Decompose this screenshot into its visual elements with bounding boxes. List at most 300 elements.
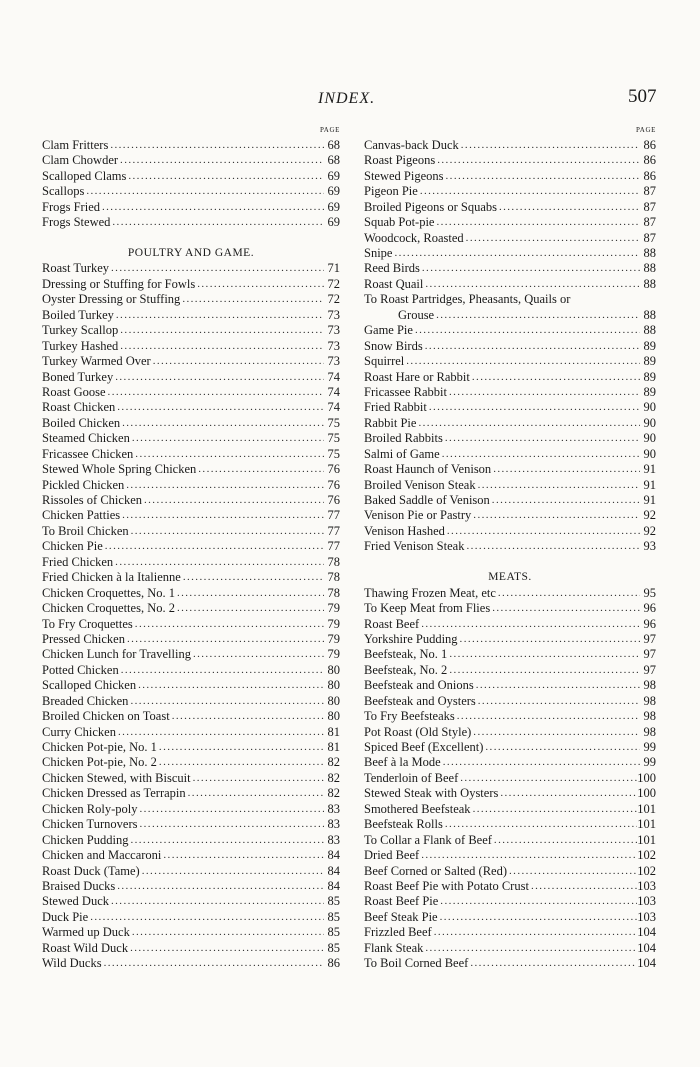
entry-page: 99 [643, 755, 656, 770]
entry-label: Boiled Turkey [42, 307, 114, 322]
entry-label: To Fry Croquettes [42, 616, 133, 631]
index-entry [42, 153, 340, 168]
leader-dots [195, 277, 324, 292]
entry-label: Chicken Pie [42, 539, 103, 554]
entry-page: 77 [327, 508, 340, 523]
entry-page: 98 [643, 678, 656, 693]
index-entry [364, 941, 656, 956]
entry-page: 89 [643, 338, 656, 353]
leader-dots [119, 663, 324, 678]
leader-dots [115, 400, 324, 415]
index-entry [42, 725, 340, 740]
leader-dots [497, 200, 640, 215]
leader-dots [471, 725, 640, 740]
entry-page: 72 [327, 292, 340, 307]
leader-dots [434, 215, 640, 230]
leader-dots [118, 323, 324, 338]
entries-poultry [42, 262, 340, 972]
index-entry [42, 200, 340, 215]
entry-page: 91 [643, 462, 656, 477]
index-entry [364, 802, 656, 817]
entry-label: Turkey Hashed [42, 338, 119, 353]
leader-dots [443, 817, 637, 832]
entry-label: Roast Beef Pie [364, 894, 439, 909]
entry-label: Rabbit Pie [364, 415, 417, 430]
index-entry [364, 678, 656, 693]
leader-dots [109, 261, 324, 276]
entry-label: Yorkshire Pudding [364, 631, 458, 646]
entry-label: Duck Pie [42, 909, 89, 924]
entry-label: To Keep Meat from Flies [364, 601, 491, 616]
entry-page: 96 [643, 601, 656, 616]
entry-label: Roast Duck (Tame) [42, 863, 140, 878]
entry-page: 71 [327, 261, 340, 276]
entries-meats [364, 586, 656, 972]
index-entry [42, 709, 340, 724]
leader-dots [100, 200, 324, 215]
entry-page: 89 [643, 369, 656, 384]
leader-dots [404, 354, 640, 369]
index-entry [364, 786, 656, 801]
leader-dots [416, 416, 640, 431]
leader-dots [109, 894, 324, 909]
entry-page: 82 [327, 755, 340, 770]
entry-label: Beefsteak Rolls [364, 817, 443, 832]
entry-label: Frogs Fried [42, 199, 100, 214]
leader-dots [435, 153, 640, 168]
entry-page: 83 [327, 801, 340, 816]
entry-page: 87 [643, 215, 656, 230]
entry-label: Breaded Chicken [42, 693, 129, 708]
index-entry [364, 370, 656, 385]
index-entry [364, 308, 656, 323]
index-entry [42, 354, 340, 369]
entry-label: Stewed Whole Spring Chicken [42, 462, 197, 477]
entry-label: Stewed Duck [42, 894, 109, 909]
entry-label: To Roast Partridges, Pheasants, Quails or [364, 292, 571, 307]
index-entry [364, 725, 656, 740]
index-entry [42, 431, 340, 446]
entry-label: Roast Chicken [42, 400, 116, 415]
entry-page: 85 [327, 925, 340, 940]
entry-page: 88 [643, 323, 656, 338]
entry-label: Boned Turkey [42, 369, 114, 384]
entry-label: Scallops [42, 184, 85, 199]
index-entry [364, 231, 656, 246]
entry-label: Roast Turkey [42, 261, 110, 276]
entry-label: Dressing or Stuffing for Fowls [42, 276, 196, 291]
index-entry [42, 910, 340, 925]
entry-page: 78 [327, 585, 340, 600]
entry-label: To Boil Corned Beef [364, 956, 469, 971]
index-entry [364, 215, 656, 230]
entry-label: Chicken Dressed as Terrapin [42, 786, 186, 801]
index-entry [364, 153, 656, 168]
leader-dots [419, 617, 640, 632]
entry-label: Chicken and Maccaroni [42, 848, 162, 863]
leader-dots [444, 169, 640, 184]
index-entry [364, 200, 656, 215]
leader-dots [447, 385, 640, 400]
leader-dots [507, 864, 637, 879]
leader-dots [464, 539, 640, 554]
leader-dots [191, 647, 324, 662]
index-entry [364, 771, 656, 786]
entry-page: 82 [327, 786, 340, 801]
entry-label: Frogs Stewed [42, 215, 111, 230]
index-entry [42, 493, 340, 508]
leader-dots [136, 678, 324, 693]
entry-label: Braised Ducks [42, 878, 116, 893]
entry-page: 84 [327, 878, 340, 893]
leader-dots [443, 431, 640, 446]
leader-dots [175, 601, 324, 616]
entry-label: Woodcock, Roasted [364, 230, 464, 245]
entry-label: Roast Pigeons [364, 153, 436, 168]
entry-page: 77 [327, 539, 340, 554]
leader-dots [125, 632, 324, 647]
index-entry [42, 601, 340, 616]
entry-label: Broiled Chicken on Toast [42, 709, 170, 724]
entry-label: Chicken Stewed, with Biscuit [42, 770, 191, 785]
leader-dots [196, 462, 324, 477]
index-entry [364, 694, 656, 709]
entry-label: Stewed Pigeons [364, 168, 444, 183]
entry-label: Turkey Warmed Over [42, 354, 151, 369]
entry-label: Squirrel [364, 354, 405, 369]
entry-label: Tenderloin of Beef [364, 770, 459, 785]
leader-dots [128, 694, 324, 709]
entry-label: Beefsteak, No. 1 [364, 647, 448, 662]
entry-label: Fried Chicken [42, 554, 114, 569]
index-entry [364, 817, 656, 832]
index-entry [364, 740, 656, 755]
entry-page: 92 [643, 508, 656, 523]
leader-dots [419, 848, 637, 863]
index-entry [42, 416, 340, 431]
leader-dots [490, 601, 640, 616]
leader-dots [138, 817, 325, 832]
index-entry [364, 586, 656, 601]
entry-page: 92 [643, 523, 656, 538]
entry-page: 78 [327, 554, 340, 569]
index-entry [42, 786, 340, 801]
entry-page: 68 [327, 153, 340, 168]
entries-game-a [364, 138, 656, 292]
entry-page: 83 [327, 817, 340, 832]
index-entry [364, 894, 656, 909]
entry-label: Beef Steak Pie [364, 909, 438, 924]
entry-page: 103 [637, 878, 656, 893]
leader-dots [492, 833, 637, 848]
leader-dots [459, 138, 640, 153]
leader-dots [438, 910, 638, 925]
entries-seafood [42, 138, 340, 231]
entry-page: 69 [327, 184, 340, 199]
index-entry [42, 524, 340, 539]
entry-page: 79 [327, 601, 340, 616]
entry-label: Chicken Pot-pie, No. 2 [42, 755, 157, 770]
entries-game-b [364, 323, 656, 555]
leader-dots [427, 400, 640, 415]
entry-label: Beefsteak and Oysters [364, 693, 476, 708]
entry-page: 90 [643, 400, 656, 415]
entry-label: Stewed Steak with Oysters [364, 786, 499, 801]
leader-dots [106, 385, 324, 400]
entry-label: Pot Roast (Old Style) [364, 724, 472, 739]
index-entry [364, 509, 656, 524]
entry-page: 86 [643, 153, 656, 168]
leader-dots [129, 524, 324, 539]
section-heading-poultry: POULTRY AND GAME. [127, 247, 255, 260]
leader-dots [128, 941, 324, 956]
index-entry [42, 555, 340, 570]
entry-page: 98 [643, 709, 656, 724]
entry-label: Turkey Scallop [42, 323, 119, 338]
leader-dots [157, 755, 324, 770]
entry-label: To Fry Beefsteaks [364, 709, 455, 724]
entry-page: 88 [643, 246, 656, 261]
index-entry [364, 925, 656, 940]
entry-page: 73 [327, 307, 340, 322]
entry-page: 98 [643, 693, 656, 708]
index-entry [364, 262, 656, 277]
leader-dots [140, 864, 324, 879]
index-entry [42, 138, 340, 153]
entry-label: Salmi of Game [364, 446, 440, 461]
entry-page: 103 [637, 894, 656, 909]
entry-page: 80 [327, 662, 340, 677]
leader-dots [476, 694, 640, 709]
index-entry [42, 848, 340, 863]
section-gap [42, 231, 340, 246]
entry-page: 87 [643, 199, 656, 214]
entry-label: Chicken Turnovers [42, 817, 138, 832]
entry-page: 79 [327, 647, 340, 662]
leader-dots [423, 941, 637, 956]
entry-page: 86 [643, 137, 656, 152]
entry-label: Roast Goose [42, 384, 106, 399]
leader-dots [130, 925, 324, 940]
index-entry [42, 169, 340, 184]
entry-label: Beefsteak, No. 2 [364, 662, 448, 677]
index-entry [42, 740, 340, 755]
entry-label: Roast Haunch of Venison [364, 462, 492, 477]
leader-dots [103, 539, 324, 554]
leader-dots [116, 725, 324, 740]
index-entry [42, 941, 340, 956]
page-header [0, 86, 700, 116]
entry-page: 79 [327, 616, 340, 631]
index-entry [42, 663, 340, 678]
index-entry [42, 647, 340, 662]
leader-dots [491, 462, 640, 477]
index-entry [364, 246, 656, 261]
leader-dots [438, 894, 637, 909]
entry-page: 81 [327, 740, 340, 755]
entry-label: Broiled Pigeons or Squabs [364, 199, 497, 214]
entry-label: Smothered Beefsteak [364, 801, 471, 816]
entry-page: 80 [327, 693, 340, 708]
index-entry [42, 833, 340, 848]
entry-label: Chicken Pot-pie, No. 1 [42, 740, 157, 755]
entry-label: Chicken Croquettes, No. 1 [42, 585, 175, 600]
index-entry [364, 833, 656, 848]
entry-label: Clam Chowder [42, 153, 119, 168]
leader-dots [470, 370, 640, 385]
index-entry [42, 632, 340, 647]
entry-page: 101 [637, 817, 656, 832]
entry-label: Fricassee Rabbit [364, 384, 447, 399]
index-entry [42, 570, 340, 585]
leader-dots [458, 632, 640, 647]
index-entry [42, 956, 340, 971]
entry-page: 83 [327, 832, 340, 847]
index-entry [364, 292, 656, 307]
entry-page: 76 [327, 493, 340, 508]
entry-label: Wild Ducks [42, 956, 102, 971]
entry-label: Scalloped Chicken [42, 678, 137, 693]
entry-page: 98 [643, 724, 656, 739]
leader-dots [423, 339, 640, 354]
leader-dots [447, 647, 640, 662]
leader-dots [128, 833, 324, 848]
leader-dots [120, 508, 324, 523]
index-entry [42, 462, 340, 477]
index-column-right [364, 126, 656, 972]
entry-page: 85 [327, 940, 340, 955]
index-entry [364, 385, 656, 400]
entry-page: 80 [327, 709, 340, 724]
entry-page: 73 [327, 338, 340, 353]
entry-page: 84 [327, 863, 340, 878]
entry-page: 97 [643, 631, 656, 646]
index-entry [364, 709, 656, 724]
entry-page: 75 [327, 431, 340, 446]
entry-page: 102 [637, 848, 656, 863]
leader-dots [447, 663, 640, 678]
entry-page: 73 [327, 354, 340, 369]
entry-label: Fried Venison Steak [364, 539, 465, 554]
entry-label: Thawing Frozen Meat, etc [364, 585, 496, 600]
index-entry [364, 879, 656, 894]
index-entry [42, 262, 340, 277]
entry-label: Snow Birds [364, 338, 423, 353]
running-title: INDEX. [318, 90, 376, 107]
entry-page: 102 [637, 863, 656, 878]
leader-dots [151, 354, 324, 369]
leader-dots [471, 508, 640, 523]
entry-label: Chicken Lunch for Travelling [42, 647, 191, 662]
entry-page: 91 [643, 477, 656, 492]
leader-dots [434, 308, 640, 323]
entry-page: 69 [327, 199, 340, 214]
entry-page: 81 [327, 724, 340, 739]
index-entry [364, 400, 656, 415]
entry-page: 97 [643, 647, 656, 662]
leader-dots [120, 416, 324, 431]
leader-dots [445, 524, 640, 539]
entry-page: 93 [643, 539, 656, 554]
index-entry [42, 802, 340, 817]
entry-page: 88 [643, 307, 656, 322]
entry-page: 96 [643, 616, 656, 631]
index-entry [42, 756, 340, 771]
index-entry [42, 678, 340, 693]
index-entry [364, 277, 656, 292]
entry-label: Chicken Patties [42, 508, 121, 523]
index-entry [364, 493, 656, 508]
entry-label: Snipe [364, 246, 393, 261]
entry-page: 75 [327, 446, 340, 461]
entry-page: 85 [327, 894, 340, 909]
entry-page: 86 [327, 956, 340, 971]
entry-label: Pigeon Pie [364, 184, 418, 199]
entry-page: 77 [327, 523, 340, 538]
entry-label: To Collar a Flank of Beef [364, 832, 492, 847]
leader-dots [468, 956, 637, 971]
entry-label: Squab Pot-pie [364, 215, 435, 230]
entry-page: 82 [327, 770, 340, 785]
index-entry [364, 756, 656, 771]
leader-dots [423, 277, 640, 292]
entry-page: 100 [637, 786, 656, 801]
leader-dots [458, 771, 637, 786]
leader-dots [418, 184, 640, 199]
leader-dots [115, 879, 324, 894]
entry-page: 68 [327, 137, 340, 152]
leader-dots [84, 184, 324, 199]
entry-label: Pressed Chicken [42, 631, 125, 646]
leader-dots [175, 586, 324, 601]
entry-page: 104 [637, 925, 656, 940]
index-entry [42, 370, 340, 385]
entry-page: 86 [643, 168, 656, 183]
index-entry [42, 292, 340, 307]
entry-label: Beefsteak and Onions [364, 678, 474, 693]
index-column-left [42, 126, 340, 972]
entry-label: Fried Rabbit [364, 400, 427, 415]
entry-label: Canvas-back Duck [364, 137, 459, 152]
index-entry [42, 385, 340, 400]
leader-dots [490, 493, 640, 508]
index-entry [364, 632, 656, 647]
index-entry [364, 524, 656, 539]
index-entry [364, 416, 656, 431]
entry-label: Beef Corned or Salted (Red) [364, 863, 508, 878]
leader-dots [113, 555, 324, 570]
leader-dots [413, 323, 640, 338]
index-entry [364, 478, 656, 493]
entry-label: Chicken Croquettes, No. 2 [42, 601, 175, 616]
entry-label: Venison Pie or Pastry [364, 508, 472, 523]
leader-dots [474, 678, 640, 693]
index-entry [364, 956, 656, 971]
entry-label: Warmed up Duck [42, 925, 130, 940]
entry-page: 74 [327, 369, 340, 384]
entry-page: 72 [327, 276, 340, 291]
entry-page: 97 [643, 662, 656, 677]
entry-label: Fried Chicken à la Italienne [42, 570, 181, 585]
index-entry [42, 894, 340, 909]
entry-label: Curry Chicken [42, 724, 116, 739]
leader-dots [130, 431, 324, 446]
entry-label: Frizzled Beef [364, 925, 432, 940]
leader-dots [124, 478, 324, 493]
entry-page: 76 [327, 462, 340, 477]
leader-dots [113, 370, 324, 385]
leader-dots [133, 447, 324, 462]
